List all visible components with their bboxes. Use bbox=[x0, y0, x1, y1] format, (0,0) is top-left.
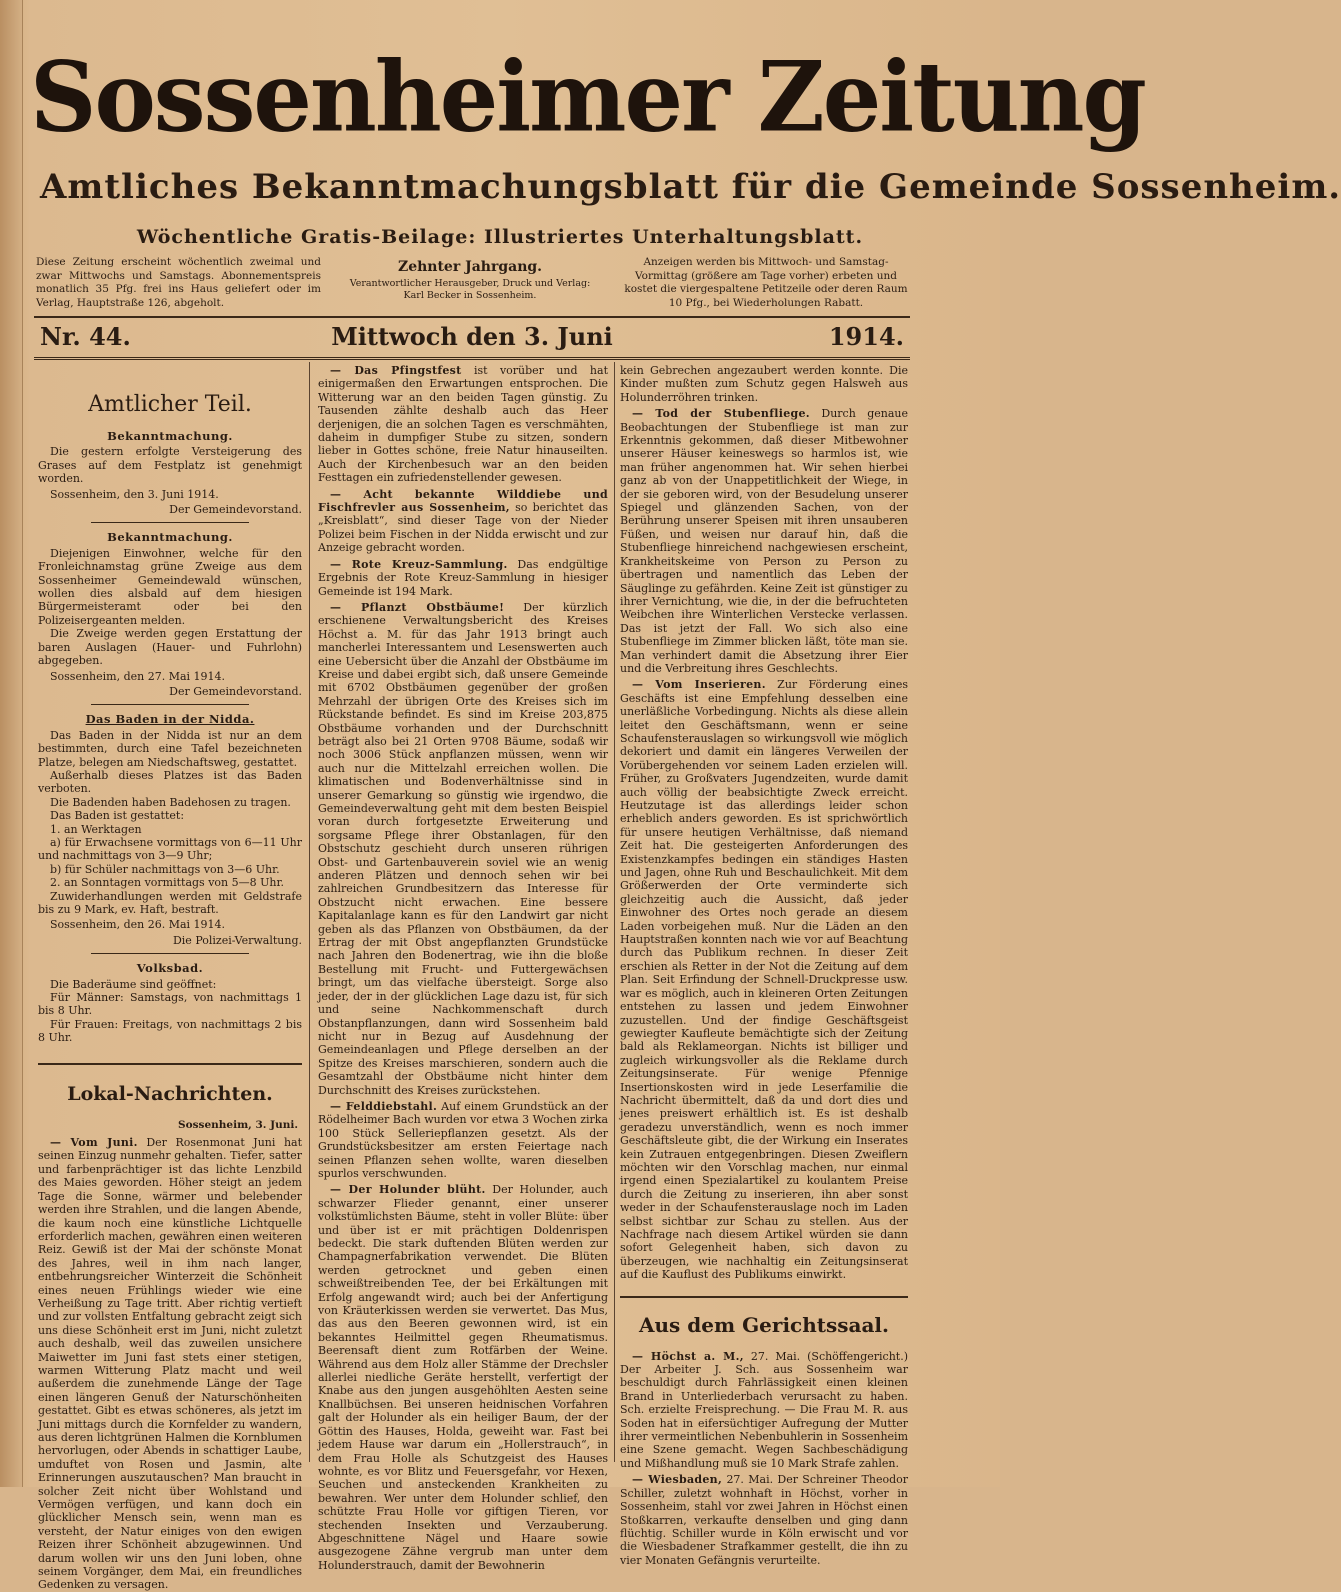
article bbox=[318, 558, 608, 598]
article bbox=[620, 1473, 908, 1567]
notice-text: Die gestern erfolgte Versteigerung des Grases auf dem Festplatz ist genehmigt worden. bbox=[38, 445, 302, 486]
article bbox=[318, 1183, 608, 1572]
notice-place-date: Sossenheim, den 26. Mai 1914. bbox=[50, 918, 226, 932]
article bbox=[318, 1100, 608, 1180]
subscription-info: Diese Zeitung erscheint wöchentlich zweimal und zwar Mittwochs und Samstags. Abonnementspreis monatlich 35 Pfg. frei ins Haus geliefert oder im Verlag, Hauptstraße 126, abgeholt. bbox=[36, 256, 321, 309]
article bbox=[38, 1136, 302, 1592]
article-heading: — Höchst a. M., bbox=[632, 1349, 744, 1363]
notice-text: Das Baden ist gestattet: bbox=[50, 809, 185, 823]
notice-text: b) für Schüler nachmittags von 3—6 Uhr. bbox=[50, 862, 280, 876]
notice-text: 1. an Werktagen bbox=[50, 822, 142, 836]
masthead-subtitle: Amtliches Bekanntmachungsblatt für die Gemeinde Sossenheim. bbox=[40, 167, 1341, 207]
article-text: so berichtet das „Kreisblatt“, sind dieser Tage von der Nieder Polizei beim Fischen in der Nidda erwischt und zur Anzeige gebracht worden. bbox=[318, 501, 608, 555]
masthead-title: Sossenheimer Zeitung bbox=[30, 40, 1145, 154]
divider bbox=[91, 704, 249, 705]
notice-text: Diejenigen Einwohner, welche für den Fronleichnamstag grüne Zweige aus dem Sossenheimer Gemeindewald wünschen, wollen dies alsbald auf dem hiesigen Bürgermeisteramt oder bei den Polizeisergeanten melden. bbox=[38, 546, 302, 627]
article-heading: — Felddiebstahl. bbox=[330, 1099, 438, 1113]
article-text: ist vorüber und hat einigermaßen den Erwartungen entsprochen. Die Witterung war an den beiden Tagen günstig. Zu Tausenden zählte deshalb auch das Heer derjenigen, die an solchen Tagen es verschmähten, daheim in dumpfiger Stube zu sitzen, sondern lieber in Gottes schöne, freie Natur hinauseilten. Auch der Kirchenbesuch war an den beiden Festtagen ein zufriedenstellender gewesen. bbox=[318, 364, 608, 485]
notice-signature: Der Gemeindevorstand. bbox=[169, 684, 302, 698]
issue-date: Mittwoch den 3. Juni bbox=[331, 322, 613, 351]
notice-text: a) für Erwachsene vormittags von 6—11 Uhr und nachmittags von 3—9 Uhr; bbox=[38, 835, 302, 863]
article bbox=[620, 407, 908, 675]
article-text: 27. Mai. (Schöffengericht.) Der Arbeiter J. Sch. aus Sossenheim war beschuldigt durch Fahrlässigkeit einen kleinen Brand in Unterliederbach verursacht zu haben. Sch. erzielte Freisprechung. — Die Frau M. R. aus Soden hat in eifersüchtiger Aufregung der Mutter ihrer vermeintlichen Nebenbuhlerin in Sossenheim eine Szene gemacht. Wegen Sachbeschädigung und Mißhandlung muß sie 10 Mark Strafe zahlen. bbox=[620, 1349, 908, 1470]
divider bbox=[91, 522, 249, 523]
article-heading: — Pflanzt Obstbäume! bbox=[330, 600, 505, 614]
article-heading: — Der Holunder blüht. bbox=[330, 1183, 486, 1197]
notice-text: Zuwiderhandlungen werden mit Geldstrafe bis zu 9 Mark, ev. Haft, bestraft. bbox=[38, 889, 302, 916]
article bbox=[620, 1350, 908, 1471]
article-text: Das endgültige Ergebnis der Rote Kreuz-Sammlung in hiesiger Gemeinde ist 194 Mark. bbox=[318, 557, 609, 598]
issue-year: 1914. bbox=[828, 322, 904, 351]
article-text: 27. Mai. Der Schreiner Theodor Schiller, zuletzt wohnhaft in Höchst, vorher in Sossenheim, stahl vor zwei Jahren in Höchst einen Stoßkarren, verkaufte denselben und ging dann flüchtig. Schiller wurde in Köln erwischt und vor die Wiesbadener Strafkammer gestellt, die ihn zu vier Monaten Gefängnis verurteilte. bbox=[620, 1473, 908, 1567]
article-continued: kein Gebrechen angezaubert werden konnte. Die Kinder mußten zum Schutz gegen Halsweh aus Holunderröhren trinken. bbox=[620, 364, 908, 404]
notice-heading: Bekanntmachung. bbox=[107, 429, 233, 443]
header-rule-bottom bbox=[34, 357, 910, 360]
article bbox=[318, 488, 608, 555]
notice-heading: Bekanntmachung. bbox=[107, 530, 233, 545]
section-title-amtlicher: Amtlicher Teil. bbox=[88, 392, 252, 417]
article-text: Der Rosenmonat Juni hat seinen Einzug nunmehr gehalten. Tiefer, satter und farbenprächtiger ist das lichte Lenzbild des Maies geworden. Höher steigt an jedem Tage die Sonne, wärmer und belebender werden ihre Strahlen, und die langen Abende, die kaum noch eine künstliche Lichtquelle erforderlich machen, gewähren einen weiteren Reiz. Gewiß ist der Mai der schönste Monat des Jahres, weil in ihm nach langer, entbehrungsreicher Winterzeit die Schönheit eines neuen Frühlings wieder wie eine Verheißung zu Tage tritt. Aber richtig vertieft und zur vollsten Entfaltung gebracht zeigt sich uns diese Schönheit erst im Juni, nicht zuletzt auch deshalb, weil das zuweilen unsichere Maiwetter im Juni fast stets einer stetigen, warmen Witterung Platz macht und weil außerdem die zunehmende Länge der Tage einen längeren Genuß der Naturschönheiten gestattet. Gibt es etwas schöneres, als jetzt im Juni mittags durch die Kornfelder zu wandern, aus deren lichtgrünen Halmen die Kornblumen hervorlugen, oder Abends in schattiger Laube, umduftet von Rosen und Jasmin, alte Erinnerungen auszutauschen? Man braucht in solcher Zeit nicht über Wohlstand und Vermögen verfügen, und kann doch ein glücklicher Mensch sein, wenn man es versteht, der Natur einiges von den ewigen Reizen ihrer Schönheit abzugewinnen. Und darum wollen wir uns den Juni loben, ohne seinem Vorgänger, dem Mai, ein freundliches Gedenken zu versagen. bbox=[38, 1136, 303, 1592]
article-heading: — Tod der Stubenfliege. bbox=[632, 407, 810, 421]
article-heading: — Das Pfingstfest bbox=[330, 364, 462, 377]
section-title-gericht: Aus dem Gerichtssaal. bbox=[620, 1296, 908, 1340]
column-divider-2 bbox=[614, 362, 615, 1462]
notice-text: Außerhalb dieses Platzes ist das Baden verboten. bbox=[38, 768, 302, 796]
notice-place-date: Sossenheim, den 27. Mai 1914. bbox=[50, 669, 226, 683]
notice-text: 2. an Sonntagen vormittags von 5—8 Uhr. bbox=[50, 876, 285, 890]
notice-text: Für Männer: Samstags, von nachmittags 1 bis 8 Uhr. bbox=[38, 991, 302, 1018]
publisher-line-2: Karl Becker in Sossenheim. bbox=[403, 290, 537, 301]
notice-heading: Volksbad. bbox=[136, 961, 204, 976]
article-text: Zur Förderung eines Geschäfts ist eine Empfehlung desselben eine unerläßliche Vorbedingung. Nichts als diese allein leitet den Geschäftsmann, wenn er seine Schaufensterauslagen so wirkungsvoll wie möglich dekoriert und damit ein längeres Verweilen der Vorübergehenden vor seinem Laden erzielen will. Früher, zu Großvaters Jugendzeiten, wurde damit auch völlig der beabsichtigte Zweck erreicht. Heutzutage ist das allerdings leider schon erheblich anders geworden. Es ist sprichwörtlich für unsere heutigen Verhältnisse, daß niemand Zeit hat. Die gesteigerten Anforderungen des Existenzkampfes bedingen ein ständiges Hasten und Jagen, ohne Ruh und Beschaulichkeit. Mit dem Größerwerden der Orte verminderte sich gleichzeitig auch die Aussicht, daß jeder Einwohner des Ortes noch gerade an diesem Laden vorbeigehen muß. Nur die Läden an den Hauptstraßen konnten nach wie vor auf Beachtung durch das Publikum rechnen. In dieser Zeit erschien als Retter in der Not die Zeitung auf dem Plan. Seit Erfindung der Schnell-Druckpresse usw. war es möglich, auch in kleineren Orten Zeitungen entstehen zu lassen und jedem Einwohner zuzustellen. Und der findige Geschäftsgeist gewiegter Kaufleute bemächtigte sich der Zeitung bald als Reklameorgan. Nichts ist billiger und zugleich wirkungsvoller als die Reklame durch Zeitungsinserate. Für wenige Pfennige Insertionskosten wird in jede Leserfamilie die Nachricht übermittelt, daß da und dort dies und jenes preiswert erhältlich ist. Es ist deshalb geradezu unverständlich, wenn es noch immer Geschäftsleute gibt, die der Wirkung ein Inserates kein Zutrauen entgegenbringen. Diesen Zweiflern möchten wir den Vorschlag machen, nur einmal irgend einen Spezialartikel zu koulantem Preise durch die Zeitung zu inserieren, ihn aber sonst weder in der Schaufensterauslage noch im Laden selbst sichtbar zur Schau zu stellen. Aus der Nachfrage nach diesem Artikel würden sie dann sofort Gelegenheit haben, sich davon zu überzeugen, wie nachhaltig ein Zeitungsinserat auf die Kauflust des Publikums einwirkt. bbox=[620, 678, 908, 1282]
article-text: Durch genaue Beobachtungen der Stubenfliege ist man zur Erkenntnis gekommen, daß dieser Mitbewohner unserer Häuser keineswegs so harmlos ist, wie man früher angenommen hat. Wir sehen hierbei ganz ab von der Unappetitlichkeit der Wiege, in der sie geboren wird, von der Besudelung unserer Spiegel und glänzenden Sachen, von der Berührung unserer Speisen mit ihren unsauberen Füßen, und weisen nur darauf hin, daß die Stubenfliege hinreichend nachgewiesen erscheint, Krankheitskeime von Person zu Person zu übertragen und namentlich das Leben der Säuglinge zu gefährden. Keine Zeit ist günstiger zu ihrer Vernichtung, wie die, in der die befruchteten Weibchen ihre Winterlichen Verstecke verlassen. Das ist jetzt der Fall. Wo sich also eine Stubenfliege im Zimmer blicken läßt, töte man sie. Man verhindert damit die Absetzung ihrer Eier und die Verbreitung ihres Geschlechts. bbox=[620, 407, 908, 675]
notice-heading: Das Baden in der Nidda. bbox=[85, 712, 255, 727]
divider bbox=[91, 953, 249, 954]
masthead-supplement: Wöchentliche Gratis-Beilage: Illustriertes Unterhaltungsblatt. bbox=[136, 226, 864, 248]
publisher-line-1: Verantwortlicher Herausgeber, Druck und Verlag: bbox=[349, 278, 591, 289]
section-title-lokal: Lokal-Nachrichten. bbox=[38, 1063, 302, 1109]
column-1 bbox=[38, 364, 303, 1592]
notice-text: Das Baden in der Nidda ist nur an dem bestimmten, durch eine Tafel bezeichneten Platze, belegen am Niedschaftsweg, gestattet. bbox=[38, 728, 302, 769]
notice-place-date: Sossenheim, den 3. Juni 1914. bbox=[50, 487, 219, 501]
notice-text: Die Baderäume sind geöffnet: bbox=[50, 977, 217, 991]
notice-text: Die Badenden haben Badehosen zu tragen. bbox=[50, 795, 291, 809]
article bbox=[318, 364, 608, 485]
notice-text: Die Zweige werden gegen Erstattung der baren Auslagen (Hauer- und Fuhrlohn) abgegeben. bbox=[38, 627, 302, 668]
column-2 bbox=[318, 364, 609, 1572]
notice-signature: Die Polizei-Verwaltung. bbox=[172, 933, 302, 947]
article-text: Der Holunder, auch schwarzer Flieder genannt, einer unserer volkstümlichsten Bäume, steht in voller Blüte: über und über ist er mit prächtigen Doldenrispen bedeckt. Die stark duftenden Blüten werden zur Champagnerfabrikation verwendet. Die Blüten werden getrocknet und geben einen schweißtreibenden Tee, der bei Erkältungen mit Erfolg angewandt wird; auch bei der Anfertigung von Kräuterkissen werden sie verwertet. Das Mus, das aus den Beeren gewonnen wird, ist ein bekanntes Heilmittel gegen Rheumatismus. Beerensaft dient zum Rotfärben der Weine. Während aus dem Holz aller Stämme der Drechsler allerlei niedliche Geräte herstellt, verfertigt der Knabe aus den jungen ausgehöhlten Aesten seine Knallbüchsen. Bei unseren heidnischen Vorfahren galt der Holunder als ein heiliger Baum, der der Göttin des Hauses, Holda, geweiht war. Fast bei jedem Hause war darum ein „Hollerstrauch“, in dem Frau Holle als Schutzgeist des Hauses wohnte, es vor Blitz und Feuersgefahr, vor Hexen, Seuchen und ansteckenden Krankheiten zu bewahren. Wer unter dem Holunder schlief, den schützte Frau Holle vor giftigen Tieren, vor stechenden Insekten und Verzauberung. Abgeschnittene Nägel und Haare sowie ausgezogene Zähne vergrub man unter dem Holunderstrauch, damit der Bewohnerin bbox=[318, 1183, 608, 1572]
article-heading: — Wiesbaden, bbox=[632, 1473, 723, 1487]
notice-signature: Der Gemeindevorstand. bbox=[169, 503, 302, 517]
article bbox=[318, 601, 608, 1097]
issue-number: Nr. 44. bbox=[40, 322, 131, 351]
volume-label: Zehnter Jahrgang. bbox=[397, 259, 543, 275]
dateline bbox=[40, 318, 904, 356]
article-heading: — Vom Juni. bbox=[50, 1136, 138, 1150]
advertising-info: Anzeigen werden bis Mittwoch- und Samstag-Vormittag (größere am Tage vorher) erbeten und kostet die viergespaltene Petitzeile oder deren Raum 10 Pfg., bei Wiederholungen Rabatt. bbox=[624, 256, 908, 309]
column-divider-1 bbox=[309, 362, 310, 1462]
page-edge bbox=[0, 0, 23, 1487]
local-dateline: Sossenheim, 3. Juni. bbox=[178, 1118, 298, 1131]
article-text: Der kürzlich erschienene Verwaltungsbericht des Kreises Höchst a. M. für das Jahr 1913 bringt auch mancherlei Interessantem und Lesenswerten auch eine Uebersicht über die Anzahl der Obstbäume im Kreise und dabei ergibt sich, daß unsere Gemeinde mit 6702 Obstbäumen gegenüber der großen Mehrzahl der übrigen Orte des Kreises sich im Rückstande befindet. Es sind im Kreise 203,875 Obstbäume vorhanden und der Durchschnitt beträgt also bei 21 Orten 9708 Bäume, sodaß wir noch 3006 Stück anpflanzen müssen, wenn wir auch nur die Mittelzahl erreichen wollen. Die klimatischen und Bodenverhältnisse sind in unserer Gemarkung so günstig wie irgendwo, die Gemeindeverwaltung geht mit dem besten Beispiel voran durch fortgesetzte Erweiterung und sorgsame Pflege ihrer Obstanlagen, für den Obstschutz geschieht durch unseren rührigen Obst- und Gartenbauverein soviel wie an wenig anderen Plätzen und dennoch sehen wir bei zahlreichen Grundbesitzern das Interesse für Obstzucht nicht erwachen. Eine bessere Kapitalanlage kann es für den Landwirt gar nicht geben als das Pflanzen von Obstbäumen, da der Ertrag der mit Obst angepflanzten Grundstücke nach Jahren den Bodenertrag, wie ihn die bloße Bestellung mit Frucht- und Futtergewächsen bringt, um das vielfache übersteigt. Sorge also jeder, der in der glücklichen Lage dazu ist, für sich und seine Nachkommenschaft durch Obstanpflanzungen, dann wird Sossenheim bald nicht nur in Bezug auf Ausdehnung der Gemeindeanlagen und Pflege derselben an der Spitze des Kreises marschieren, sondern auch die Gesamtzahl der Obstbäume nicht hinter dem Durchschnitt des Kreises zurückstehen. bbox=[318, 600, 609, 1097]
column-3 bbox=[620, 364, 908, 1567]
article-heading: — Vom Inserieren. bbox=[632, 678, 766, 692]
article-heading: — Acht bekannte Wilddiebe und Fischfrevler aus Sossenheim, bbox=[318, 487, 608, 515]
article bbox=[620, 678, 908, 1281]
notice-text: Für Frauen: Freitags, von nachmittags 2 bis 8 Uhr. bbox=[38, 1017, 302, 1045]
article-heading: — Rote Kreuz-Sammlung. bbox=[330, 557, 508, 571]
publisher-info bbox=[330, 256, 610, 312]
article-text: Auf einem Grundstück an der Rödelheimer Bach wurden vor etwa 3 Wochen zirka 100 Stück Selleriepflanzen gesetzt. Als der Grundstücksbesitzer am ersten Feiertage nach seinen Pflanzen sehen wollte, waren dieselben spurlos verschwunden. bbox=[318, 1099, 608, 1180]
